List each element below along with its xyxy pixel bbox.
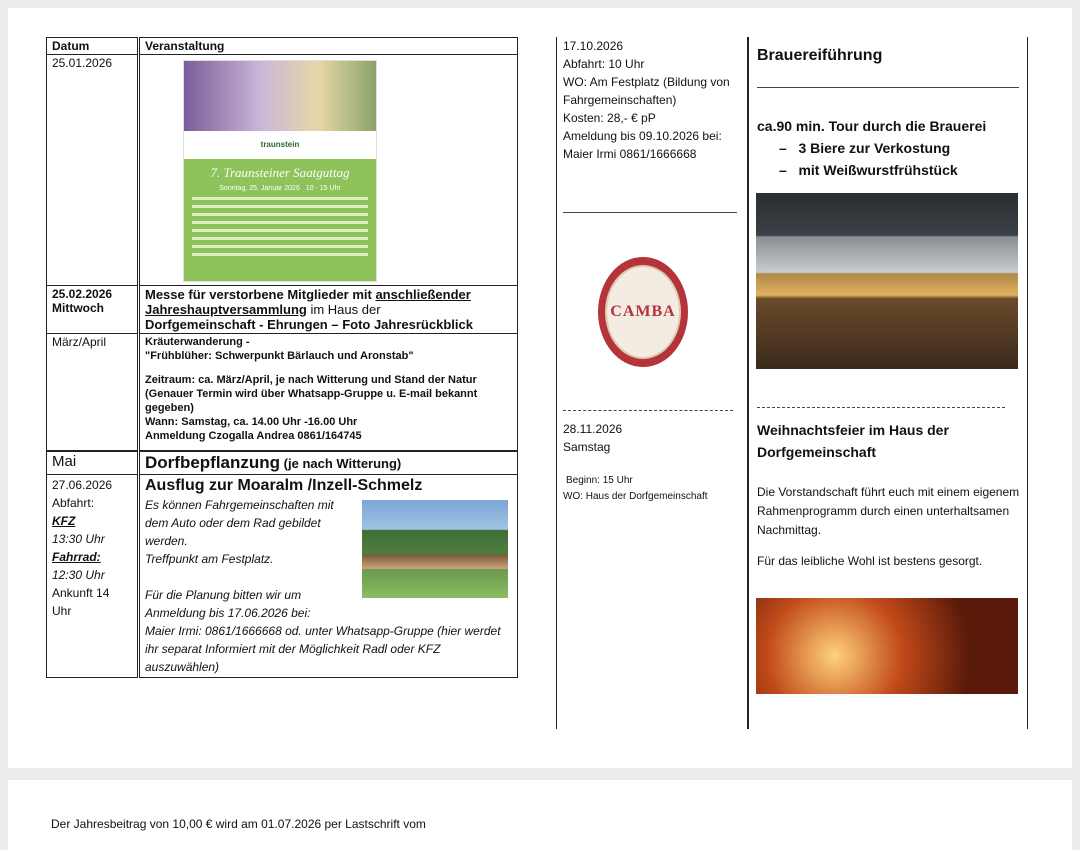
flyer-city: traunstein <box>260 140 300 149</box>
beer-taps-photo <box>756 193 1018 369</box>
event-text: Kosten: 28,- € pP <box>563 111 656 125</box>
table-row <box>47 55 518 286</box>
mass-text: Messe <box>145 287 185 302</box>
date-text: 27.06.2026 <box>52 478 113 492</box>
event-subtitle: "Frühblüher: Schwerpunkt Bärlauch und Aronstab" <box>145 350 414 362</box>
xmas-details <box>563 420 622 456</box>
christmas-photo <box>756 598 1018 694</box>
header-date: Datum <box>47 38 139 55</box>
bullet-text: mit Weißwurstfrühstück <box>798 162 958 178</box>
bullet-text: 3 Biere zur Verkostung <box>798 140 951 156</box>
flyer-title: 7. Traunsteiner Saatguttag <box>210 165 350 180</box>
middle-column <box>556 37 748 729</box>
document-page-2 <box>8 780 1072 850</box>
table-row <box>47 286 518 334</box>
xmas-party-text <box>757 483 1021 571</box>
divider <box>757 407 1005 408</box>
event-text: Dorfgemeinschaft - Ehrungen – Foto Jahresrückblick <box>145 317 473 332</box>
event-location: WO: Haus der Dorfgemeinschaft <box>563 491 708 502</box>
row-date: März/April <box>47 334 139 452</box>
row-date: Mai <box>47 451 139 475</box>
car-time: 13:30 Uhr <box>52 532 105 546</box>
event-text: Die Vorstandschaft führt euch mit einem eigenem Rahmenprogramm durch einen unterhaltsamen Nachmittag. <box>757 485 1020 537</box>
membership-fee-text: Der Jahresbeitrag von 10,00 € wird am 01.07.2026 per Lastschrift vom <box>51 817 426 831</box>
row-event <box>139 451 518 475</box>
event-text: für verstorbene Mitglieder mit <box>184 287 376 302</box>
table-row <box>47 334 518 452</box>
event-text: Zeitraum: ca. März/April, je nach Witterung und Stand der Natur (Genauer Termin wird über Whatsapp-Gruppe u. E-mail bekannt gegeben) <box>145 374 478 414</box>
table-row <box>47 475 518 678</box>
xmas-party-title: Weihnachtsfeier im Haus der Dorfgemeinschaft <box>757 422 949 460</box>
flyer-time: 10 - 15 Uhr <box>305 185 341 192</box>
event-text: anschließender <box>375 287 471 302</box>
event-text: WO: Am Festplatz (Bildung von Fahrgemeinschaften) <box>563 75 730 107</box>
event-text: Treffpunkt am Festplatz. <box>145 552 274 566</box>
car-label: KFZ <box>52 514 76 528</box>
bike-time: 12:30 Uhr <box>52 568 105 582</box>
row-date <box>47 286 139 334</box>
event-title: Ausflug zur Moaralm /Inzell-Schmelz <box>145 477 423 494</box>
divider <box>563 410 733 411</box>
divider <box>563 212 737 213</box>
row-event <box>139 334 518 452</box>
event-text: Für die Planung bitten wir um Anmeldung bis 17.06.2026 bei: <box>145 588 311 620</box>
agm-text: Jahreshauptversammlung <box>145 302 307 317</box>
event-contact: Maier Irmi 0861/1666668 <box>563 147 697 161</box>
row-date: 25.01.2026 <box>47 55 139 286</box>
event-contact: Anmeldung Czogalla Andrea 0861/164745 <box>145 430 362 442</box>
bike-label: Fahrrad: <box>52 550 101 564</box>
event-text: Abfahrt: 10 Uhr <box>563 57 645 71</box>
event-text: im Haus der <box>306 302 381 317</box>
weekday-text: Samstag <box>563 440 611 454</box>
table-row <box>47 451 518 475</box>
event-date: 17.10.2026 <box>563 39 624 53</box>
header-event: Veranstaltung <box>139 38 518 55</box>
event-text: Für das leibliche Wohl ist bestens gesorgt. <box>757 554 983 568</box>
event-title: Dorfbepflanzung <box>145 453 281 472</box>
tour-text: ca.90 min. Tour durch die Brauerei <box>757 118 987 134</box>
brewery-tour-details: ca.90 min. Tour durch die Brauerei – 3 Biere zur Verkostung – mit Weißwurstfrühstück <box>757 115 986 181</box>
row-event <box>139 55 518 286</box>
event-contact: Maier Irmi: 0861/1666668 od. unter Whatsapp-Gruppe (hier werdet ihr separat Informiert mit der Möglichkeit Radl oder KFZ auszuwählen) <box>145 624 501 674</box>
xmas-info <box>563 473 708 505</box>
moaralm-photo <box>362 500 508 598</box>
event-time: Beginn: 15 Uhr <box>566 475 633 486</box>
brewery-details <box>557 37 747 163</box>
departure-label: Abfahrt: <box>52 496 95 510</box>
row-event <box>139 475 518 678</box>
event-time: Wann: Samstag, ca. 14.00 Uhr -16.00 Uhr <box>145 416 358 428</box>
event-subtitle: (je nach Witterung) <box>280 456 402 471</box>
events-table <box>46 37 518 678</box>
event-date: 28.11.2026 <box>563 422 623 436</box>
event-text: Es können Fahrgemeinschaften mit dem Auto oder dem Rad gebildet werden. <box>145 498 334 548</box>
event-title: Kräuterwanderung - <box>145 336 250 348</box>
logo-text: CAMBA <box>610 303 676 320</box>
camba-brewery-logo <box>598 257 688 367</box>
divider <box>757 87 1019 88</box>
date-text: 25.02.2026 <box>52 287 113 301</box>
saatguttag-flyer-image <box>183 60 377 282</box>
brewery-tour-title: Brauereiführung <box>757 47 883 64</box>
arrival-text: Ankunft 14 Uhr <box>52 586 110 618</box>
event-text: Ameldung bis 09.10.2026 bei: <box>563 129 722 143</box>
flyer-date: Sonntag, 25. Januar 2026 <box>219 185 300 192</box>
weekday-text: Mittwoch <box>52 301 104 315</box>
table-header-row <box>47 38 518 55</box>
row-event <box>139 286 518 334</box>
row-date <box>47 475 139 678</box>
